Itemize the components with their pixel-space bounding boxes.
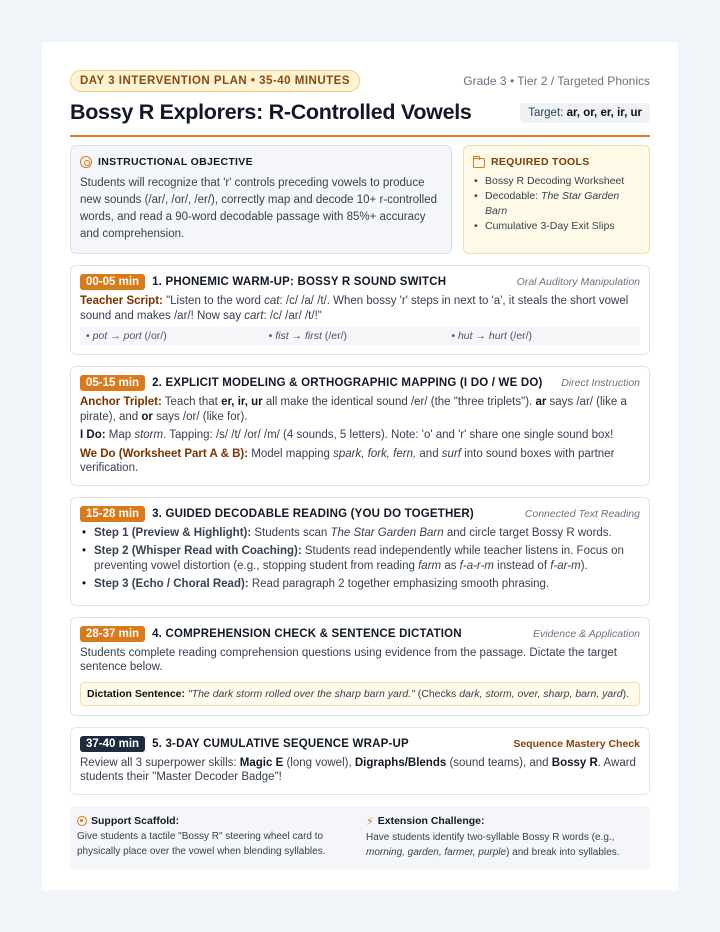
objective-box [70,145,452,254]
step-word: f-ar-m [550,559,581,572]
section-tag: Sequence Mastery Check [513,737,640,750]
support-text: Give students a tactile "Bossy R" steering wheel card to physically place over the vowel when blending syllables. [77,830,326,857]
example-item: • pot → port (/or/) [86,330,167,342]
script-word: cat [264,295,280,307]
ido-text: . Tapping: /s/ /t/ /or/ /m/ (4 sounds, 5 letters). Note: 'o' and 'r' share one single sound box! [163,429,614,441]
section-tag: Direct Instruction [561,377,640,389]
example-sound: (/er/) [509,330,533,342]
steps-list [80,526,640,592]
section-tag: Connected Text Reading [524,507,640,520]
script-text: "Listen to the word [166,295,265,307]
example-word: pot → port [92,330,142,342]
script-text: : /c/ /ar/ /t/!" [263,309,322,322]
folder-icon [473,158,485,168]
wedo-text: and [419,447,439,460]
step-item [80,526,640,541]
section-guided-reading [70,497,650,606]
wedo-words: spark, fork, fern, [333,447,417,460]
script-text: : /c/ /a/ /t/. When bossy 'r' steps in next to 'a', it steals the short vowel sound and makes /ar/! Now say [80,295,629,322]
examples-row [80,327,640,345]
objective-heading-text: INSTRUCTIONAL OBJECTIVE [98,156,253,168]
step-text: Students read independently while teacher listens in. Focus on preventing vowel distortion (e.g., stopping student from reading [94,545,624,572]
example-word: fist → first [275,330,322,342]
tool-prefix: Decodable: [485,190,539,202]
tool-title: The Star Garden Barn [485,190,620,217]
tool-item: • Bossy R Decoding Worksheet [473,174,640,189]
section-warmup [70,265,650,355]
skill-name: Magic E [239,756,284,769]
extension-text-part: Have students identify two-syllable Bossy R words (e.g., [366,831,615,843]
top-row [70,145,650,254]
ido-label: I Do: [80,429,106,441]
skill-name: Bossy R [551,756,598,769]
support-icon [77,816,87,826]
anchor-bold: ar [535,396,547,408]
anchor-text: says /or/ (like for). [156,410,248,423]
tools-list [473,174,640,234]
tools-heading [473,156,640,168]
step-text: Read paragraph 2 together emphasizing smooth phrasing. [251,578,550,590]
wedo-text: into sound boxes with partner verification. [80,447,615,474]
dictation-checks: (Checks [417,687,457,700]
ido-word: storm [134,429,164,441]
section-modeling [70,366,650,486]
section-text: Students complete reading comprehension questions using evidence from the passage. Dictate the target sentence below. [80,646,617,673]
support-scaffold [77,815,354,860]
anchor-bold: or [141,410,153,423]
section-header [80,274,640,290]
script-word: cart [244,309,264,322]
support-heading [77,815,354,827]
grade-label: Grade 3 • Tier 2 / Targeted Phonics [463,74,650,88]
tools-heading-text: REQUIRED TOOLS [491,156,590,168]
wedo-words: surf [441,447,461,460]
example-sound: (/er/) [324,330,348,342]
step-label: Step 2 (Whisper Read with Coaching): [94,545,302,557]
tool-item [473,189,640,219]
step-item [80,577,640,592]
header-main [70,100,650,137]
script-label: Teacher Script: [80,295,163,307]
ido-text: Map [108,429,132,441]
anchor-label: Anchor Triplet: [80,396,162,408]
dictation-label: Dictation Sentence: [87,687,186,700]
extension-heading-text: Extension Challenge: [377,815,485,827]
wrapup-text-part: (long vowel), [286,756,352,769]
time-badge: 00-05 min [80,274,145,290]
support-heading-text: Support Scaffold: [91,814,180,827]
page-title: Bossy R Explorers: R-Controlled Vowels [70,100,472,124]
time-badge: 15-28 min [80,506,145,522]
step-text: and circle target Bossy R words. [446,526,612,539]
step-word: f-a-r-m [459,559,494,572]
step-item [80,544,640,573]
step-text: as [444,559,457,572]
step-title: The Star Garden Barn [330,526,444,539]
we-do [80,447,640,476]
section-comprehension [70,617,650,716]
example-item: • fist → first (/er/) [268,330,348,342]
target-icon [80,156,92,168]
section-header [80,375,640,391]
time-badge: 28-37 min [80,626,145,642]
section-title: 5. 3-DAY CUMULATIVE SEQUENCE WRAP-UP [152,737,409,750]
wrapup-text-part: (sound teams), and [449,756,549,769]
teacher-script [80,294,640,323]
skill-name: Digraphs/Blends [354,756,447,769]
section-title: 3. GUIDED DECODABLE READING (YOU DO TOGETHER) [152,507,474,520]
anchor-text: all make the identical sound /er/ (the "three triplets"). [265,396,533,408]
extension-challenge [366,815,643,860]
extension-text-part: ) and break into syllables. [506,846,620,858]
section-wrapup [70,727,650,795]
objective-heading [80,156,442,168]
anchor-bold: er, ir, ur [221,396,263,408]
step-text: instead of [497,559,548,572]
wedo-label: We Do (Worksheet Part A & B): [80,447,249,460]
wedo-text: Model mapping [251,447,330,460]
example-word: hut → hurt [457,330,507,342]
day-badge: DAY 3 INTERVENTION PLAN • 35-40 MINUTES [70,70,360,92]
section-tag: Oral Auditory Manipulation [516,276,640,288]
dictation-box [80,682,640,706]
section-title: 4. COMPREHENSION CHECK & SENTENCE DICTATION [152,627,462,640]
wrapup-text-part: Review all 3 superpower skills: [80,756,237,769]
wrapup-text-part: . Award students their "Master Decoder Badge"! [80,756,636,783]
step-label: Step 3 (Echo / Choral Read): [94,578,249,590]
anchor-text: Teach that [164,396,218,408]
section-header [80,506,640,522]
step-text: ). [580,559,588,572]
time-badge: 37-40 min [80,736,145,752]
step-text: Students scan [254,526,328,539]
footer-notes [70,806,650,869]
target-label: Target: [528,106,564,119]
wrapup-text [80,756,640,785]
section-tag: Evidence & Application [532,627,640,640]
time-badge: 05-15 min [80,375,145,391]
tools-box [463,145,650,254]
step-word: farm [418,559,442,572]
anchor-text: says /ar/ (like a pirate), and [80,396,627,423]
extension-words: morning, garden, farmer, purple [366,846,507,858]
header-top [70,70,650,92]
dictation-words: dark, storm, over, sharp, barn, yard [459,687,623,700]
objective-text: Students will recognize that 'r' controls preceding vowels to produce new sounds (/ar/, /or/, /er/), correctly map and decode 10+ r-controlled words, and read a 90-word decodable passage with 85%+ accuracy and comprehension. [80,177,437,240]
dictation-sentence: "The dark storm rolled over the sharp barn yard." [187,687,415,700]
tool-item: • Cumulative 3-Day Exit Slips [473,219,640,234]
dictation-checks: ). [622,687,630,700]
extension-heading [366,815,643,828]
example-item: • hut → hurt (/er/) [451,330,533,342]
section-title: 2. EXPLICIT MODELING & ORTHOGRAPHIC MAPPING (I DO / WE DO) [152,377,543,389]
bolt-icon: ⚡ [366,815,374,828]
anchor-triplet [80,395,640,424]
lesson-plan-page [42,42,678,890]
i-do [80,428,640,443]
step-label: Step 1 (Preview & Highlight): [94,526,252,539]
section-title: 1. PHONEMIC WARM-UP: BOSSY R SOUND SWITCH [152,276,447,288]
target-pill [520,103,650,123]
section-header [80,736,640,752]
extension-text [366,830,643,860]
section-header [80,626,640,642]
target-value: ar, or, er, ir, ur [566,106,642,119]
example-sound: (/or/) [144,330,167,342]
